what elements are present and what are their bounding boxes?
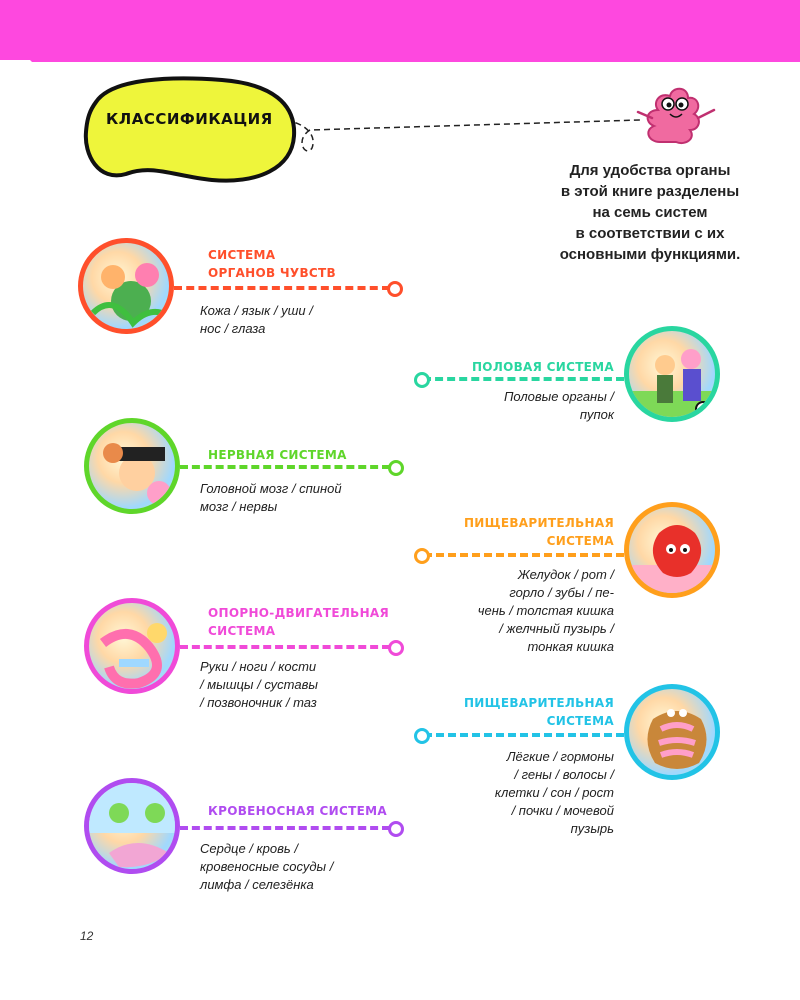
system-title: КРОВЕНОСНАЯ СИСТЕМА [208, 804, 387, 818]
classification-title: КЛАССИФИКАЦИЯ [106, 110, 273, 128]
intro-line: Для удобства органы [569, 162, 731, 179]
connector-line [180, 645, 390, 649]
connector-line [180, 826, 390, 830]
intro-text [530, 160, 770, 265]
intestine-mascot-icon [630, 72, 720, 152]
intro-line: основными функциями. [559, 246, 741, 263]
system-organs: Сердце / кровь / кровеносные сосуды / лимфа / селезёнка [200, 841, 334, 892]
connector-line [424, 553, 624, 557]
intro-line: на семь систем [592, 204, 708, 221]
system-organs: Кожа / язык / уши / нос / глаза [200, 303, 313, 336]
system-title: НЕРВНАЯ СИСТЕМА [208, 448, 347, 462]
circulatory-illustration-icon [84, 778, 180, 874]
connector-dot [414, 548, 430, 564]
other-illustration-icon [624, 684, 720, 780]
connector-line [174, 286, 390, 290]
connector-dot [388, 460, 404, 476]
system-organs: Руки / ноги / кости / мышцы / суставы / позвоночник / таз [200, 659, 318, 710]
system-title: ПИЩЕВАРИТЕЛЬНАЯ СИСТЕМА [463, 696, 614, 728]
connector-dot [387, 281, 403, 297]
classification-blob [82, 72, 304, 190]
system-organs: Лёгкие / гормоны / гены / волосы / клетки / сон / рост / почки / мочевой пузырь [494, 749, 614, 836]
nervous-illustration-icon [84, 418, 180, 514]
senses-illustration-icon [78, 238, 174, 334]
page-number: 12 [80, 929, 94, 943]
reproductive-illustration-icon [624, 326, 720, 422]
connector-line [424, 733, 624, 737]
connector-line [180, 465, 390, 469]
connector-dot [414, 372, 430, 388]
digestive-illustration-icon [624, 502, 720, 598]
system-organs: Половые органы / пупок [503, 389, 614, 422]
system-title: ОПОРНО-ДВИГАТЕЛЬНАЯ СИСТЕМА [208, 606, 390, 638]
connector-line [423, 377, 624, 381]
intro-line: в соответствии с их [575, 225, 725, 242]
connector-dot [388, 640, 404, 656]
system-organs: Желудок / рот / горло / зубы / пе- чень / толстая кишка / желчный пузырь / тонкая кишка [477, 567, 614, 654]
musculoskeletal-illustration-icon [84, 598, 180, 694]
system-organs: Головной мозг / спиной мозг / нервы [200, 481, 342, 514]
system-title: ПОЛОВАЯ СИСТЕМА [471, 360, 614, 374]
intro-line: в этой книге разделены [560, 183, 740, 200]
system-title: ПИЩЕВАРИТЕЛЬНАЯ СИСТЕМА [463, 516, 614, 548]
system-title: СИСТЕМА ОРГАНОВ ЧУВСТВ [208, 248, 336, 280]
connector-dot [414, 728, 430, 744]
connector-dot [388, 821, 404, 837]
